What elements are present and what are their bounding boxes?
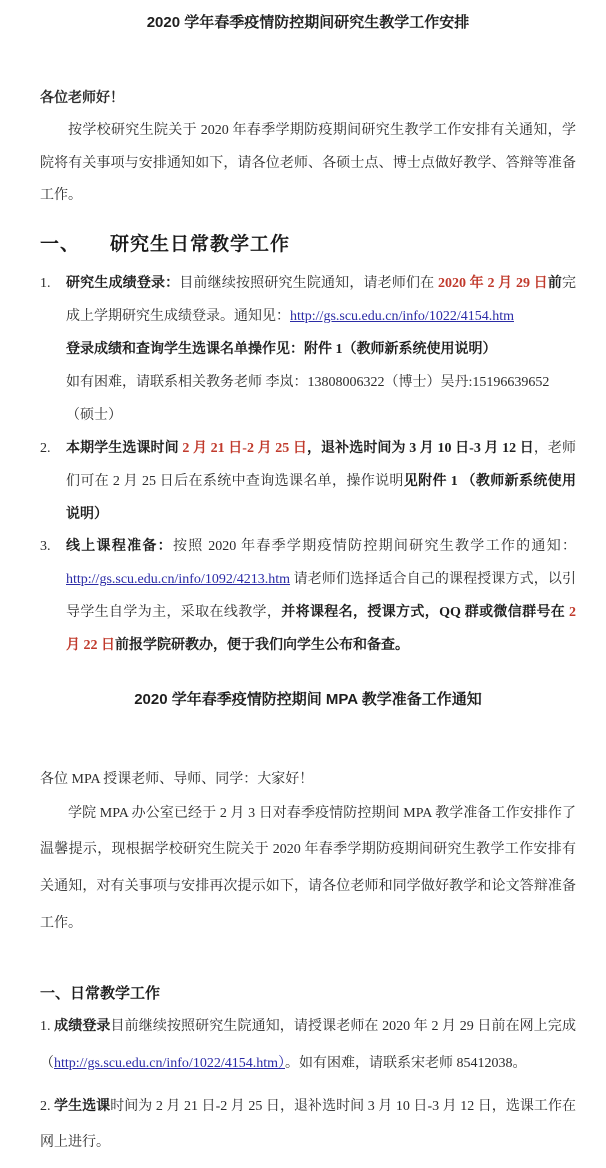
- text-run: 完成上学期研究生成绩登录。通知见：: [66, 276, 577, 325]
- mpa-list-item-2: [40, 1089, 576, 1162]
- list-item-3: [40, 531, 576, 663]
- text-run: 如有困难，请联系相关教务老师 李岚：13808006322（博士）吴丹:15196639652（硕士）: [66, 375, 550, 423]
- intro-paragraph-2: 学院 MPA 办公室已经于 2 月 3 日对春季疫情防控期间 MPA 教学准备工作安排作了温馨提示，现根据学校研究生院关于 2020 年春季学期防疫期间研究生教学工作安排有关通知，对有关事项与安排再次提示如下，请各位老师和同学做好教学和论文答辩准备工作。: [40, 805, 576, 931]
- text-run: 见附件 1 （教师新系统使用说明）: [66, 473, 577, 522]
- hyperlink[interactable]: http://gs.scu.edu.cn/info/1022/4154.htm: [290, 309, 514, 325]
- greeting-2: 各位 MPA 授课老师、导师、同学：大家好！: [40, 771, 314, 787]
- list-paragraph: [66, 367, 576, 433]
- text-run: 成绩登录: [54, 1019, 111, 1035]
- text-run: 学生选课: [54, 1098, 111, 1114]
- text-run: 前报学院研教办，便于我们向学生公布和备查。: [115, 638, 409, 654]
- text-run: 按照 2020 年春季学期疫情防控期间研究生教学工作的通知：: [172, 539, 576, 555]
- list-item-body: [66, 531, 576, 663]
- text-run: 2 月 22 日: [66, 605, 577, 654]
- text-run: 目前继续按照研究生院通知，请老师们在: [179, 276, 439, 292]
- text-run: 请老师们选择适合自己的课程授课方式，以引导学生自学为主，采取在线教学，: [66, 572, 576, 621]
- section-2-heading: 一、日常教学工作: [40, 985, 161, 1003]
- text-run: 目前继续按照研究生院通知，请授课老师在 2020 年 2 月 29 日前在网上完成（: [40, 1019, 577, 1072]
- text-run: 前: [547, 276, 563, 292]
- text-run: 并将课程名，授课方式，QQ 群或微信群号在: [281, 605, 570, 621]
- hyperlink[interactable]: http://gs.scu.edu.cn/info/1092/4213.htm: [66, 572, 290, 588]
- text-run: 登录成绩和查询学生选课名单操作见：附件 1（教师新系统使用说明）: [66, 342, 497, 358]
- list-item-2: [40, 433, 576, 532]
- text-run: ，退补选时间为 3 月 10 日-3 月 12 日: [306, 440, 534, 456]
- list-paragraph: [66, 334, 576, 367]
- text-run: ，老师们可在 2 月 25 日后在系统中查询选课名单，操作说明: [66, 440, 576, 489]
- list-paragraph: [66, 531, 576, 663]
- list-marker: 1.: [40, 276, 51, 292]
- section-1-heading: [40, 229, 576, 256]
- list-item-1: [40, 268, 576, 432]
- list-paragraph: [66, 433, 576, 532]
- text-run: 2020 年 2 月 29 日: [438, 276, 548, 292]
- hyperlink[interactable]: http://gs.scu.edu.cn/info/1022/4154.htm）: [54, 1056, 285, 1072]
- mpa-list-item-1: [40, 1009, 576, 1082]
- section-1-title: 研究生日常教学工作: [110, 234, 291, 256]
- text-run: 研究生成绩登录：: [66, 276, 180, 292]
- text-run: 时间为 2 月 21 日-2 月 25 日，退补选时间 3 月 10 日-3 月 12 日，选课工作在网上进行。: [40, 1098, 577, 1151]
- list-item-body: [66, 433, 576, 532]
- text-run: 线上课程准备：: [66, 539, 173, 555]
- text-run: 2 月 21 日-2 月 25 日: [182, 440, 307, 456]
- text-run: 。如有困难，请联系宋老师 85412038。: [285, 1056, 527, 1072]
- intro-paragraph-1: 按学校研究生院关于 2020 年春季学期防疫期间研究生教学工作安排有关通知，学院将有关事项与安排通知如下，请各位老师、各硕士点、博士点做好教学、答辩等准备工作。: [40, 122, 576, 204]
- list-marker: 3.: [40, 539, 51, 555]
- list-marker: 2.: [40, 440, 51, 456]
- list-item-body: [66, 268, 576, 432]
- text-run: 本期学生选课时间: [66, 440, 183, 456]
- section-1-number: 一、: [40, 234, 81, 256]
- document-title-1: 2020 学年春季疫情防控期间研究生教学工作安排: [146, 14, 470, 31]
- text-run: 1.: [40, 1019, 55, 1035]
- list-paragraph: [66, 268, 576, 334]
- numbered-list-1: [40, 268, 576, 663]
- text-run: 2.: [40, 1098, 55, 1114]
- document-title-2: 2020 学年春季疫情防控期间 MPA 教学准备工作通知: [134, 691, 482, 709]
- greeting-1: 各位老师好！: [40, 90, 124, 106]
